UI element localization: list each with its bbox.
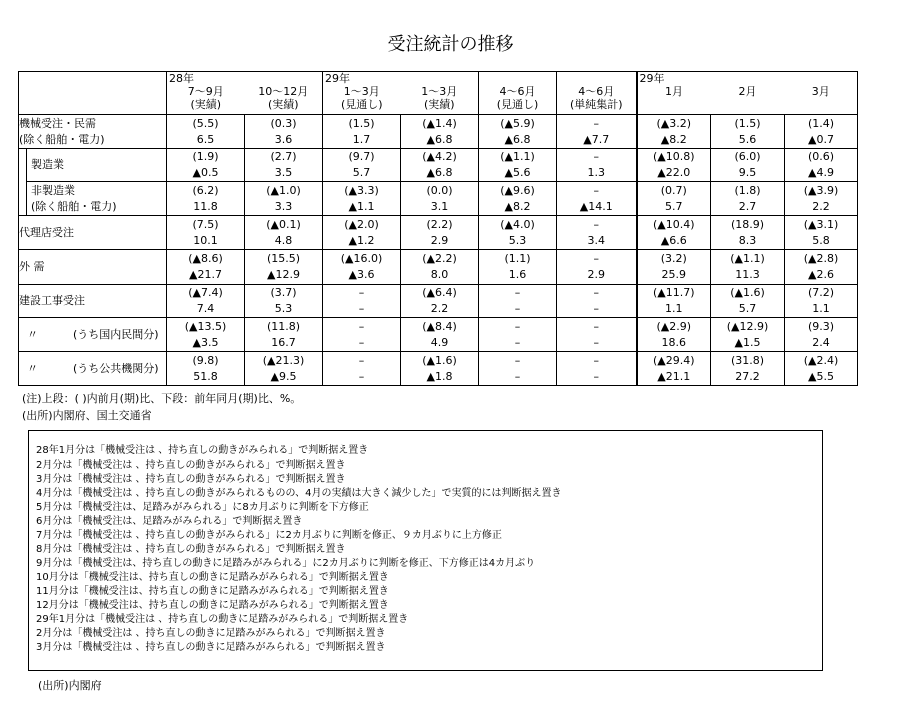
mom-value: – [593, 217, 599, 231]
mom-value: (7.2) [807, 286, 835, 299]
table-source: (出所)内閣府、国土交通省 [22, 409, 152, 422]
yoy-value: 11.3 [735, 268, 760, 281]
mom-value: (0.3) [270, 116, 297, 130]
value-cell [167, 352, 245, 386]
row-label: 〃 (うち国内民間分) [19, 318, 167, 352]
yoy-value: 3.6 [274, 132, 293, 146]
value-cell [167, 250, 245, 285]
mom-value: (▲6.4) [422, 286, 457, 299]
row-label: 非製造業 (除く船舶・電力) [27, 182, 167, 216]
judgment-line: 7月分は「機械受注は 、持ち直しの動きがみられる」に2カ月ぶりに判断を修正、９カ月ぶりに上方修正 [36, 530, 502, 541]
mom-value: – [514, 319, 521, 333]
value-cell [245, 149, 323, 182]
yoy-value: 8.0 [430, 268, 449, 281]
yoy-value: 2.2 [430, 302, 449, 315]
header-col-6: 4～6月 (単純集計) [557, 72, 637, 115]
value-cell [637, 149, 711, 182]
value-cell [479, 352, 557, 386]
value-cell [637, 216, 711, 250]
value-cell [401, 250, 479, 285]
mom-value: (▲10.8) [652, 150, 695, 163]
yoy-value: 5.7 [738, 302, 757, 315]
mom-value: (▲8.6) [188, 252, 223, 265]
value-cell [557, 216, 637, 250]
mom-value: (▲1.6) [730, 286, 765, 299]
table-row [19, 216, 858, 250]
yoy-value: 11.8 [193, 199, 218, 213]
yoy-value: 2.2 [812, 199, 830, 213]
value-cell [479, 182, 557, 216]
value-cell [401, 149, 479, 182]
header-col-9: 3月 [785, 72, 858, 115]
yoy-value: ▲6.8 [504, 132, 531, 146]
value-cell [479, 318, 557, 352]
mom-value: (7.5) [192, 217, 219, 231]
value-cell [785, 216, 858, 250]
yoy-value: 4.8 [274, 233, 293, 247]
yoy-value: 2.4 [812, 335, 830, 349]
value-cell [711, 352, 785, 386]
yoy-value: 8.3 [738, 233, 757, 247]
header-col-5: 4～6月 (見通し) [479, 72, 557, 115]
judgment-line: 28年1月分は「機械受注は 、持ち直しの動きがみられる」で判断据え置き [36, 445, 369, 456]
mom-value: (31.8) [730, 353, 765, 367]
mom-value: (▲2.0) [344, 217, 379, 231]
value-cell [167, 115, 245, 149]
value-cell [711, 250, 785, 285]
orders-statistics-table [18, 71, 858, 386]
yoy-value: 25.9 [661, 268, 686, 281]
value-cell [323, 182, 401, 216]
value-cell [637, 285, 711, 318]
value-cell [167, 182, 245, 216]
yoy-value: ▲9.5 [270, 369, 297, 383]
yoy-value: 3.4 [587, 233, 605, 247]
yoy-value: ▲3.6 [348, 268, 375, 281]
yoy-value: ▲6.6 [660, 233, 687, 247]
value-cell [245, 216, 323, 250]
value-cell [479, 285, 557, 318]
yoy-value: ▲1.5 [734, 335, 761, 349]
yoy-value: ▲6.8 [426, 132, 453, 146]
mom-value: (▲1.6) [422, 353, 457, 367]
mom-value: (▲2.9) [656, 319, 692, 333]
value-cell [479, 250, 557, 285]
mom-value: (3.7) [270, 286, 297, 299]
value-cell [785, 318, 858, 352]
value-cell [401, 216, 479, 250]
value-cell [637, 318, 711, 352]
mom-value: (▲3.3) [344, 183, 379, 197]
judgment-line: 3月分は「機械受注は 、持ち直しの動きに足踏みがみられる」で判断据え置き [36, 642, 386, 653]
mom-value: (▲10.4) [652, 217, 695, 231]
judgment-line: 12月分は「機械受注は、持ち直しの動きに足踏みがみられる」で判断据え置き [36, 600, 389, 611]
mom-value: (▲13.5) [184, 319, 227, 333]
mom-value: (▲9.6) [500, 183, 535, 197]
yoy-value: ▲5.6 [504, 166, 531, 179]
yoy-value: 3.3 [274, 199, 293, 213]
yoy-value: ▲1.2 [348, 233, 375, 247]
table-row [19, 182, 858, 216]
yoy-value: 1.7 [352, 132, 371, 146]
judgment-line: 29年1月分は「機械受注は 、持ち直しの動きに足踏みがみられる」で判断据え置き [36, 614, 409, 625]
mom-value: (▲12.9) [726, 319, 769, 333]
judgment-line: 2月分は「機械受注は 、持ち直しの動きがみられる」で判断据え置き [36, 460, 346, 471]
yoy-value: 1.1 [665, 302, 683, 315]
header-col-1: 28年 7～9月 (実績) [167, 72, 245, 115]
value-cell [245, 115, 323, 149]
value-cell [323, 250, 401, 285]
value-cell [785, 285, 858, 318]
mom-value: (▲3.9) [803, 183, 839, 197]
judgment-line: 4月分は「機械受注は 、持ち直しの動きがみられるものの、4月の実績は大きく減少した」で実質的には判断据え置き [36, 488, 562, 499]
value-cell [711, 115, 785, 149]
row-label: 機械受注・民需 (除く船舶・電力) [19, 115, 167, 149]
judgment-line: 6月分は「機械受注は、足踏みがみられる」で判断据え置き [36, 516, 303, 527]
mom-value: (9.3) [807, 319, 835, 333]
mom-value: (9.8) [192, 353, 219, 367]
value-cell [711, 182, 785, 216]
yoy-value: 10.1 [193, 233, 218, 247]
judgment-history-box [28, 430, 823, 671]
yoy-value: – [593, 302, 599, 315]
yoy-value: 7.4 [196, 302, 215, 315]
value-cell [785, 352, 858, 386]
value-cell [479, 115, 557, 149]
value-cell [167, 285, 245, 318]
value-cell [401, 115, 479, 149]
mom-value: (▲11.7) [652, 286, 695, 299]
mom-value: – [514, 286, 521, 299]
yoy-value: 5.3 [508, 233, 527, 247]
value-cell [323, 318, 401, 352]
value-cell [637, 250, 711, 285]
yoy-value: ▲14.1 [579, 199, 613, 213]
yoy-value: 1.1 [812, 302, 830, 315]
yoy-value: ▲1.8 [426, 369, 453, 383]
yoy-value: 5.8 [812, 233, 830, 247]
value-cell [401, 285, 479, 318]
yoy-value: 5.3 [274, 302, 293, 315]
year-label: 29年 [325, 72, 350, 85]
mom-value: (▲2.2) [422, 252, 457, 265]
mom-value: (▲2.4) [803, 353, 839, 367]
mom-value: – [593, 150, 599, 163]
indent-spacer [19, 149, 27, 216]
value-cell [245, 182, 323, 216]
judgment-line: 11月分は「機械受注は、持ち直しの動きに足踏みがみられる」で判断据え置き [36, 586, 389, 597]
yoy-value: 2.7 [738, 199, 757, 213]
mom-value: (18.9) [730, 217, 765, 231]
header-col-3: 29年 1～3月 (見通し) [323, 72, 401, 115]
header-col-7: 29年 1月 [637, 72, 711, 115]
mom-value: – [593, 116, 599, 130]
mom-value: (▲2.8) [803, 252, 839, 265]
yoy-value: 5.7 [352, 166, 371, 179]
row-label: 外 需 [19, 250, 167, 285]
mom-value: (1.9) [192, 150, 219, 163]
yoy-value: ▲7.7 [583, 132, 610, 146]
value-cell [785, 182, 858, 216]
row-label: 建設工事受注 [19, 285, 167, 318]
judgment-line: 9月分は「機械受注は、持ち直しの動きに足踏みがみられる」に2カ月ぶりに判断を修正、下方修正は4カ月ぶり [36, 558, 536, 569]
yoy-value: ▲21.1 [657, 369, 691, 383]
header-col-4: 1～3月 (実績) [401, 72, 479, 115]
yoy-value: ▲0.5 [192, 166, 219, 179]
header-col-2: 10～12月 (実績) [245, 72, 323, 115]
mom-value: – [358, 353, 365, 367]
value-cell [557, 115, 637, 149]
mom-value: (▲4.0) [500, 217, 535, 231]
value-cell [323, 352, 401, 386]
judgment-line: 8月分は「機械受注は 、持ち直しの動きがみられる」で判断据え置き [36, 544, 346, 555]
value-cell [401, 182, 479, 216]
header-row [19, 72, 858, 115]
mom-value: (2.7) [270, 150, 297, 163]
mom-value: (▲21.3) [262, 353, 305, 367]
value-cell [245, 250, 323, 285]
yoy-value: ▲8.2 [660, 132, 687, 146]
yoy-value: ▲2.6 [808, 268, 834, 281]
yoy-value: ▲8.2 [504, 199, 531, 213]
mom-value: – [593, 319, 599, 333]
yoy-value: ▲1.1 [348, 199, 375, 213]
yoy-value: 1.3 [587, 166, 605, 179]
value-cell [323, 149, 401, 182]
value-cell [401, 352, 479, 386]
value-cell [323, 216, 401, 250]
table-row [19, 149, 858, 182]
value-cell [167, 216, 245, 250]
mom-value: (1.5) [348, 116, 375, 130]
value-cell [323, 285, 401, 318]
value-cell [637, 115, 711, 149]
mom-value: (3.2) [660, 252, 687, 265]
value-cell [557, 250, 637, 285]
value-cell [245, 318, 323, 352]
table-row [19, 352, 858, 386]
judgment-line: 10月分は「機械受注は、持ち直しの動きに足踏みがみられる」で判断据え置き [36, 572, 389, 583]
value-cell [711, 149, 785, 182]
value-cell [711, 285, 785, 318]
yoy-value: ▲3.5 [192, 335, 219, 349]
yoy-value: ▲6.8 [426, 166, 453, 179]
mom-value: (▲1.1) [730, 252, 765, 265]
judgment-line: 5月分は「機械受注は、足踏みがみられる」に8カ月ぶりに判断を下方修正 [36, 502, 369, 513]
yoy-value: ▲12.9 [267, 268, 300, 281]
value-cell [637, 182, 711, 216]
mom-value: (▲1.1) [500, 150, 535, 163]
mom-value: – [514, 353, 521, 367]
mom-value: (▲29.4) [652, 353, 695, 367]
yoy-value: – [358, 335, 365, 349]
mom-value: (▲3.1) [803, 217, 839, 231]
header-col-8: 2月 [711, 72, 785, 115]
year-label: 28年 [169, 72, 194, 85]
mom-value: – [358, 319, 365, 333]
table-row [19, 285, 858, 318]
yoy-value: 4.9 [430, 335, 449, 349]
value-cell [557, 318, 637, 352]
mom-value: (2.2) [426, 217, 453, 231]
value-cell [785, 115, 858, 149]
table-note: (注)上段：( )内前月(期)比、下段：前年同月(期)比、%。 [22, 392, 302, 405]
yoy-value: – [593, 335, 599, 349]
judgment-line: 2月分は「機械受注は 、持ち直しの動きに足踏みがみられる」で判断据え置き [36, 628, 386, 639]
value-cell [401, 318, 479, 352]
yoy-value: 18.6 [661, 335, 686, 349]
yoy-value: ▲22.0 [657, 166, 691, 179]
value-cell [245, 285, 323, 318]
mom-value: (1.8) [734, 183, 761, 197]
mom-value: (0.6) [807, 150, 835, 163]
mom-value: (9.7) [348, 150, 375, 163]
mom-value: (▲3.2) [656, 116, 692, 130]
mom-value: (▲16.0) [340, 252, 383, 265]
value-cell [557, 149, 637, 182]
table-row [19, 115, 858, 149]
mom-value: (▲1.0) [266, 183, 301, 197]
yoy-value: 9.5 [738, 166, 757, 179]
mom-value: (0.7) [660, 183, 687, 197]
yoy-value: 51.8 [193, 369, 218, 383]
yoy-value: ▲4.9 [808, 166, 834, 179]
mom-value: – [358, 286, 365, 299]
mom-value: (▲4.2) [422, 150, 457, 163]
mom-value: (6.0) [734, 150, 761, 163]
yoy-value: – [514, 335, 521, 349]
yoy-value: – [358, 369, 365, 383]
value-cell [557, 352, 637, 386]
mom-value: (1.5) [734, 116, 761, 130]
value-cell [785, 250, 858, 285]
footer-source: (出所)内閣府 [38, 679, 102, 692]
mom-value: – [593, 353, 599, 367]
yoy-value: – [593, 369, 599, 383]
mom-value: (5.5) [192, 116, 219, 130]
value-cell [479, 216, 557, 250]
mom-value: (15.5) [266, 252, 301, 265]
mom-value: (▲0.1) [266, 217, 301, 231]
yoy-value: – [514, 302, 521, 315]
value-cell [245, 352, 323, 386]
value-cell [479, 149, 557, 182]
yoy-value: – [514, 369, 521, 383]
yoy-value: 27.2 [735, 369, 760, 383]
page-title: 受注統計の推移 [387, 34, 514, 55]
row-label: 代理店受注 [19, 216, 167, 250]
yoy-value: 2.9 [430, 233, 449, 247]
value-cell [785, 149, 858, 182]
mom-value: – [593, 286, 599, 299]
yoy-value: 2.9 [587, 268, 605, 281]
judgment-line: 3月分は「機械受注は 、持ち直しの動きがみられる」で判断据え置き [36, 474, 346, 485]
mom-value: (0.0) [426, 183, 453, 197]
mom-value: (▲7.4) [188, 286, 223, 299]
value-cell [167, 149, 245, 182]
value-cell [557, 285, 637, 318]
yoy-value: – [358, 302, 365, 315]
value-cell [637, 352, 711, 386]
row-label: 製造業 [27, 149, 167, 182]
mom-value: (1.4) [807, 116, 835, 130]
mom-value: – [593, 183, 599, 197]
yoy-value: ▲5.5 [808, 369, 834, 383]
value-cell [557, 182, 637, 216]
yoy-value: 6.5 [196, 132, 215, 146]
mom-value: (▲8.4) [422, 319, 457, 333]
yoy-value: ▲21.7 [189, 268, 222, 281]
mom-value: (1.1) [504, 252, 531, 265]
value-cell [711, 216, 785, 250]
yoy-value: 3.1 [430, 199, 449, 213]
year-label: 29年 [639, 72, 665, 85]
yoy-value: 5.7 [665, 199, 683, 213]
yoy-value: 1.6 [508, 268, 527, 281]
table-row [19, 250, 858, 285]
value-cell [167, 318, 245, 352]
mom-value: (11.8) [266, 319, 301, 333]
yoy-value: 16.7 [271, 335, 296, 349]
value-cell [711, 318, 785, 352]
yoy-value: 5.6 [738, 132, 757, 146]
mom-value: (▲1.4) [422, 116, 457, 130]
value-cell [323, 115, 401, 149]
mom-value: – [593, 252, 599, 265]
yoy-value: ▲0.7 [808, 132, 834, 146]
table-row [19, 318, 858, 352]
yoy-value: 3.5 [274, 166, 293, 179]
mom-value: (6.2) [192, 183, 219, 197]
header-corner [19, 72, 167, 115]
row-label: 〃 (うち公共機関分) [19, 352, 167, 386]
mom-value: (▲5.9) [500, 116, 535, 130]
